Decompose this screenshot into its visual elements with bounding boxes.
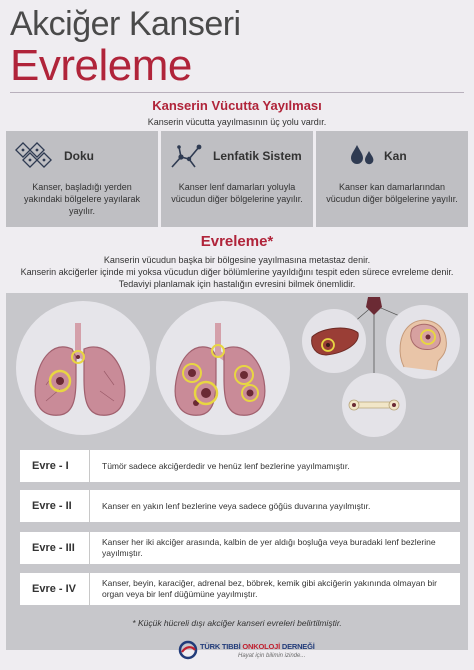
stage-label-2: Evre - II (20, 490, 90, 522)
stage-row-2 (20, 490, 460, 522)
page-subtitle: Evreleme (10, 41, 192, 90)
spread-subtitle: Kanserin vücutta yayılmasının üç yolu vardır. (147, 117, 327, 127)
stage-row-3 (20, 532, 460, 564)
title-divider (10, 92, 464, 93)
staging-title: Evreleme* (200, 233, 274, 250)
staging-desc-1: Kanserin vücudun başka bir bölgesine yayılmasına metastaz denir. (103, 255, 371, 265)
stage-row-4 (20, 573, 460, 605)
lymph-icon (169, 141, 207, 171)
lung-illustration-2 (156, 301, 290, 435)
logo-mark-icon (178, 640, 198, 660)
spread-card-lymph (161, 131, 313, 227)
spread-text-blood: Kanser kan damarlarından vücudun diğer bölgelerine yayılır. (326, 182, 458, 204)
tissue-icon (14, 141, 58, 171)
liver-illustration (302, 309, 366, 373)
spread-text-lymph: Kanser lenf damarları yoluyla vücudun diğer bölgelerine yayılır. (171, 182, 303, 204)
association-logo (178, 638, 315, 666)
staging-panel (6, 293, 468, 650)
page-title: Akciğer Kanseri (10, 5, 241, 43)
spread-label-tissue: Doku (64, 149, 94, 163)
logo-slogan: Hayat için bilimin izinde... (238, 653, 306, 659)
brain-illustration (386, 305, 460, 379)
spread-text-tissue: Kanser, başladığı yerden yakındaki bölgelere yayılarak yayılır. (23, 182, 141, 216)
staging-footnote: * Küçük hücreli dışı akciğer kanseri evreleri belirtilmiştir. (132, 618, 342, 628)
spread-label-blood: Kan (384, 149, 407, 163)
spread-card-tissue (6, 131, 158, 227)
stage-text-4: Kanser, beyin, karaciğer, adrenal bez, böbrek, kemik gibi akciğerin yakınında olmayan bir organ veya bir lenf düğümüne yayılmıştır. (102, 578, 437, 599)
stage-text-1: Tümör sadece akciğerdedir ve henüz lenf bezlerine yayılmamıştır. (102, 460, 350, 471)
stage-label-3: Evre - III (20, 532, 90, 564)
bone-illustration (342, 373, 406, 437)
logo-name: TÜRK TIBBİ ONKOLOJİ DERNEĞİ (200, 642, 315, 651)
spread-label-lymph: Lenfatik Sistem (213, 149, 302, 163)
blood-drop-icon (348, 141, 378, 171)
spread-card-blood (316, 131, 468, 227)
stage-label-1: Evre - I (20, 450, 90, 482)
stage-label-4: Evre - IV (20, 573, 90, 605)
stage-text-2: Kanser en yakın lenf bezlerine veya sadece göğüs duvarına yayılmıştır. (102, 500, 371, 511)
staging-desc-3: Tedaviyi planlamak için hastalığın evresini bilmek önemlidir. (118, 279, 356, 289)
stage-text-3: Kanser her iki akciğer arasında, kalbin de yer aldığı boşluğa veya buradaki lenf bezlerine yayılmıştır. (102, 537, 436, 558)
staging-desc-2: Kanserin akciğerler içinde mi yoksa vücudun diğer bölümlerine yayıldığını tespit eden sürece evreleme denir. (20, 267, 454, 277)
lung-illustration-1 (16, 301, 150, 435)
spread-title: Kanserin Vücutta Yayılması (152, 98, 322, 113)
stage-row-1 (20, 450, 460, 482)
